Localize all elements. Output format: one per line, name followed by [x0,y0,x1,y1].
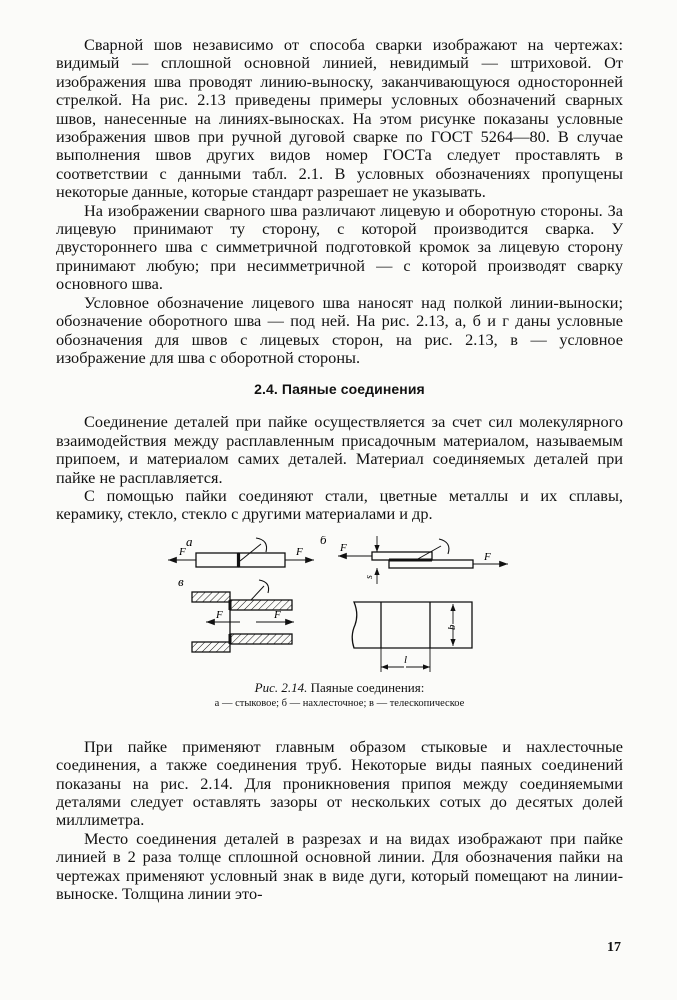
label-a: а [186,535,193,549]
solder-sign-icon [256,538,267,552]
figure-subcaption: а — стыковое; б — нахлесточное; в — телескопическое [214,697,465,709]
paragraph-6: При пайке применяют главным образом стыковые и нахлесточные соединения, а также соединения труб. Некоторые виды паяных соединений показаны на рис. 2.14. Для проникновения припоя между соединяемыми деталями следует оставлять зазоры от нескольких сотых до десятых долей миллиметра. [56,736,623,830]
page-number: 17 [607,940,621,955]
force-label-v-right: F [274,608,281,621]
dim-s: s [364,574,375,579]
label-b: б [320,535,327,547]
section-heading: 2.4. Паяные соединения [254,381,425,398]
force-label-b-right: F [484,550,491,563]
paragraph-3: Условное обозначение лицевого шва наносят над полкой линии-выноски; обозначение оборотного шва — под ней. На рис. 2.13, а, б и г даны условные обозначения для швов с лицевых сторон, на рис. 2.13, в — условное изображение для шва с оборотной стороны. [56,292,623,367]
force-label-v-left: F [216,608,223,621]
caption-title: Паяные соединения: [310,679,425,695]
paragraph-1: Сварной шов независимо от способа сварки изображают на чертежах: видимый — сплошной основной линией, невидимый — штриховой. От изображения шва проводят линию-выноску, заканчивающуюся односторонней стрелкой. На рис. 2.13 приведены примеры условных обозначений сварных швов, нанесенные на линиях-выносках. На этом рисунке показаны условные изображения швов при ручной дуговой сварке по ГОСТ 5264—80. В случае выполнения швов других видов номер ГОСТа следует проставлять в соответствии с данными табл. 2.1. В условных обозначениях пропущены некоторые данные, которые стандарт разрешает не указывать. [56,35,623,202]
dim-l: l [404,653,408,666]
label-v: в [178,573,184,589]
paragraph-7: Место соединения деталей в разрезах и на видах изображают при пайке линией в 2 раза толще сплошной основной линии. Для обозначения пайки на чертежах применяют условный знак в виде дуги, который помещают на линии-выноске. Толщина линии это- [56,828,623,903]
paragraph-4: Соединение деталей при пайке осуществляется за счет сил молекулярного взаимодействия между расплавленным присадочным материалом, называемым припоем, и материалом самих деталей. Материал соединяемых деталей при пайке не расплавляется. [56,412,623,487]
force-label-a-right: F [296,545,303,558]
paragraph-5: С помощью пайки соединяют стали, цветные металлы и их сплавы, керамику, стекло, стекло с другими материалами и др. [56,485,623,524]
figure-caption-block [56,678,623,731]
lap-joint-view [320,536,508,584]
figure-caption [56,680,623,696]
plan-view [352,602,472,672]
force-label-b-left: F [340,541,347,554]
figure-2-14 [56,536,623,718]
page-content [56,36,623,903]
paragraph-2: На изображении сварного шва различают лицевую и оборотную стороны. За лицевую принимают ту сторону, с которой производится сварка. У двустороннего шва с симметричной подготовкой кромок за лицевую сторону принимают любую; при несимметричной — с которой производят сварку основного шва. [56,200,623,294]
telescopic-joint-view [178,574,294,652]
butt-joint-view [168,536,314,567]
force-label-a-left: F [179,545,186,558]
caption-number: Рис. 2.14. [254,679,308,695]
dim-b: b [446,624,458,630]
